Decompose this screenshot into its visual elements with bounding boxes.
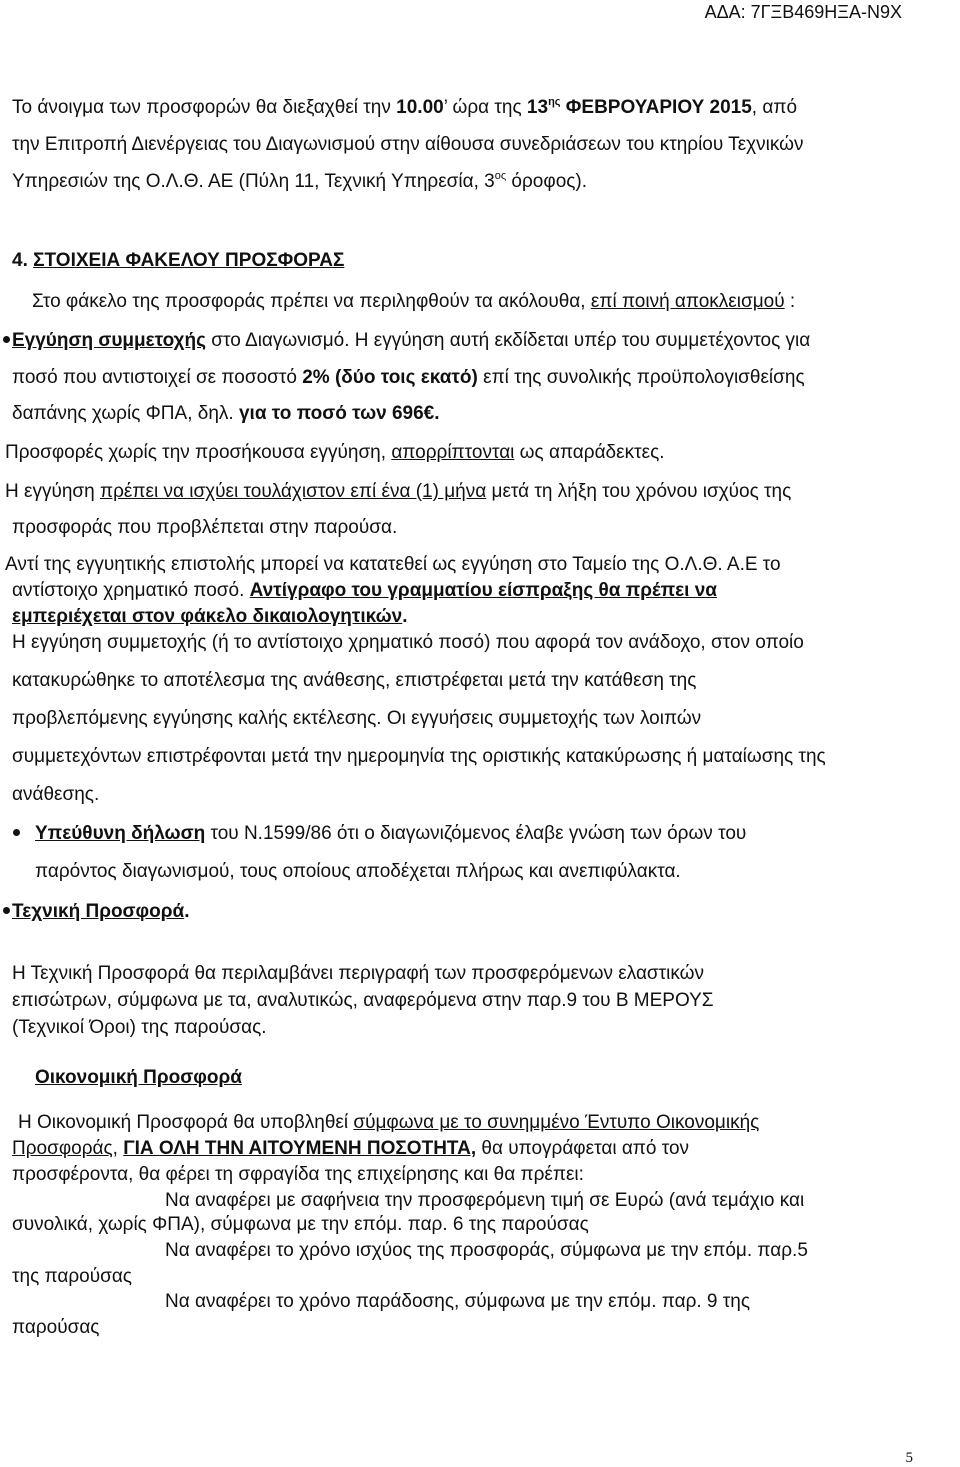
technical-line-2: επισώτρων, σύμφωνα με τα, αναλυτικώς, αναφερόμενα στην παρ.9 του Β ΜΕΡΟΥΣ [12,990,714,1011]
guarantee-line-13: συμμετεχόντων επιστρέφονται μετά την ημερομηνία της οριστικής κατακύρωσης ή ματαίωσης της [12,746,826,767]
guarantee-line-6: προσφοράς που προβλέπεται στην παρούσα. [12,517,398,538]
financial-item-3-line-2: παρούσας [12,1317,100,1338]
guarantee-line-9: εμπεριέχεται στον φάκελο δικαιολογητικών. [12,606,408,627]
financial-line-1: Η Οικονομική Προσφορά θα υποβληθεί σύμφωνα με το συνημμένο Έντυπο Οικονομικής [18,1112,760,1133]
intro-line-3: Υπηρεσιών της Ο.Λ.Θ. ΑΕ (Πύλη 11, Τεχνική Υπηρεσία, $3^{o\varsigma}$ όροφος). [12,170,588,192]
technical-line-1: Η Τεχνική Προσφορά θα περιλαμβάνει περιγραφή των προσφερόμενων ελαστικών [12,963,704,984]
guarantee-title: Εγγύηση συμμετοχής [12,330,206,351]
declaration-title: Υπεύθυνη δήλωση [35,823,206,844]
guarantee-line-5: Η εγγύηση πρέπει να ισχύει τουλάχιστον επί ένα (1) μήνα μετά τη λήξη του χρόνου ισχύος της [5,481,792,502]
bullet-icon [13,829,20,836]
guarantee-line-3: δαπάνης χωρίς ΦΠΑ, δηλ. για το ποσό των 696€. [12,403,440,424]
declaration-line-2: παρόντος διαγωνισμού, τους οποίους αποδέχεται πλήρως και ανεπιφύλακτα. [35,861,681,882]
section-lead: Στο φάκελο της προσφοράς πρέπει να περιληφθούν τα ακόλουθα, επί ποινή αποκλεισμού : [32,291,796,312]
guarantee-line-7: Αντί της εγγυητικής επιστολής μπορεί να κατατεθεί ως εγγύηση στο Ταμείο της Ο.Λ.Θ. Α.Ε το [5,554,781,575]
guarantee-line-11: κατακυρώθηκε το αποτέλεσμα της ανάθεσης, επιστρέφεται μετά την κατάθεση της [12,670,697,691]
financial-line-2: Προσφοράς, ΓΙΑ ΟΛΗ ΤΗΝ ΑΙΤΟΥΜΕΝΗ ΠΟΣΟΤΗΤΑ, θα υπογράφεται από τον [12,1138,690,1159]
technical-heading: Τεχνική Προσφορά. [12,901,190,922]
guarantee-line-14: ανάθεσης. [12,784,100,805]
intro-line-1: Το άνοιγμα των προσφορών θα διεξαχθεί την 10.00’ ώρα της $13^{\eta\varsigma}$ ΦΕΒΡΟΥΑΡΙΟΥ 2015, από [12,96,798,118]
guarantee-line-2: ποσό που αντιστοιχεί σε ποσοστό 2% (δύο τοις εκατό) επί της συνολικής προϋπολογισθείσης [12,367,805,388]
financial-item-2-line-2: της παρούσας [12,1266,132,1287]
section-heading: 4. ΣΤΟΙΧΕΙΑ ΦΑΚΕΛΟΥ ΠΡΟΣΦΟΡΑΣ [12,250,345,271]
financial-item-2-line-1: Να αναφέρει το χρόνο ισχύος της προσφοράς, σύμφωνα με την επόμ. παρ.5 [165,1240,808,1261]
bullet-icon [3,336,10,343]
page-number: 5 [905,1450,913,1466]
intro-line-2: την Επιτροπή Διενέργειας του Διαγωνισμού στην αίθουσα συνεδριάσεων του κτηρίου Τεχνικών [12,134,804,155]
technical-title: Τεχνική Προσφορά [12,901,185,922]
guarantee-line-10: Η εγγύηση συμμετοχής (ή το αντίστοιχο χρηματικό ποσό) που αφορά τον ανάδοχο, στον οποίο [12,632,804,653]
financial-item-1-line-2: συνολικά, χωρίς ΦΠΑ), σύμφωνα με την επόμ. παρ. 6 της παρούσας [12,1214,589,1235]
financial-title: Οικονομική Προσφορά [35,1067,242,1088]
bullet-icon [3,907,10,914]
financial-item-1-line-1: Να αναφέρει με σαφήνεια την προσφερόμενη τιμή σε Ευρώ (ανά τεμάχιο και [165,1190,805,1211]
declaration-line-1: Υπεύθυνη δήλωση του Ν.1599/86 ότι ο διαγωνιζόμενος έλαβε γνώση των όρων του [35,823,747,844]
financial-item-3-line-1: Να αναφέρει το χρόνο παράδοσης, σύμφωνα με την επόμ. παρ. 9 της [165,1291,751,1312]
guarantee-line-4: Προσφορές χωρίς την προσήκουσα εγγύηση, απορρίπτονται ως απαράδεκτες. [5,442,665,463]
section-title: ΣΤΟΙΧΕΙΑ ΦΑΚΕΛΟΥ ΠΡΟΣΦΟΡΑΣ [33,250,345,271]
technical-line-3: (Τεχνικοί Όροι) της παρούσας. [12,1017,267,1038]
guarantee-line-12: προβλεπόμενης εγγύησης καλής εκτέλεσης. Οι εγγυήσεις συμμετοχής των λοιπών [12,708,702,729]
guarantee-line-8: αντίστοιχο χρηματικό ποσό. Αντίγραφο του γραμματίου είσπραξης θα πρέπει να [12,580,717,601]
ada-code: ΑΔΑ: 7ΓΞΒ469ΗΞΑ-Ν9Χ [704,2,902,22]
financial-line-3: προσφέροντα, θα φέρει τη σφραγίδα της επιχείρησης και θα πρέπει: [12,1164,584,1185]
guarantee-line-1: Εγγύηση συμμετοχής στο Διαγωνισμό. Η εγγύηση αυτή εκδίδεται υπέρ του συμμετέχοντος για [12,330,811,351]
